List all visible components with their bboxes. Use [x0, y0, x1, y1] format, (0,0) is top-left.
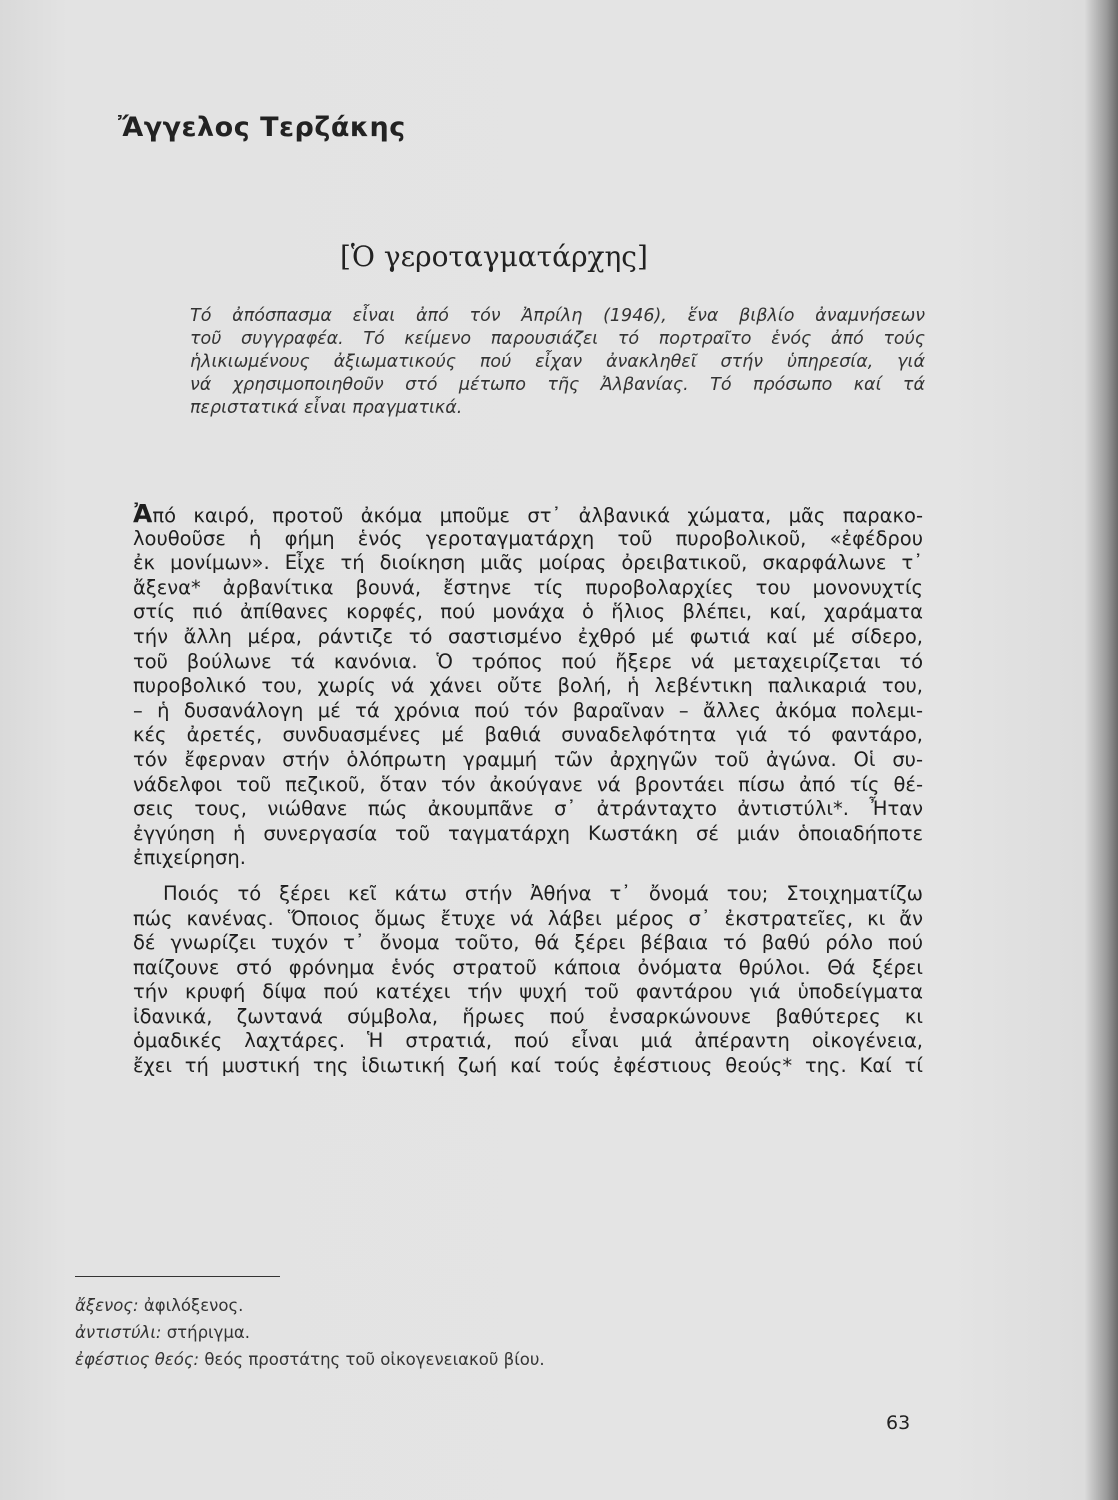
body-line: ἐκ μονίμων». Εἶχε τή διοίκηση μιᾶς μοίρας ὀρειβατικοῦ, σκαρφάλωνε τ᾽ — [133, 551, 923, 575]
body-line: τήν ἄλλη μέρα, ράντιζε τό σαστισμένο ἐχθρό μέ φωτιά καί μέ σίδερο, — [133, 624, 923, 648]
body-line: νάδελφοι τοῦ πεζικοῦ, ὅταν τόν ἀκούγανε νά βροντάει πίσω ἀπό τίς θέ- — [133, 772, 923, 796]
paragraph-1 — [133, 499, 923, 871]
intro-line: νά χρησιμοποιηθοῦν στό μέτωπο τῆς Ἀλβανίας. Τό πρόσωπο καί τά — [190, 375, 925, 395]
drop-cap: Ἀ — [133, 499, 153, 528]
first-line-text: πό καιρό, προτοῦ ἀκόμα μποῦμε στ᾽ ἀλβανικά χώματα, μᾶς παρακο- — [152, 504, 923, 527]
footnote-term: ἀντιστύλι: — [75, 1323, 162, 1342]
chapter-title: [Ὁ γεροταγματάρχης] — [340, 240, 648, 273]
body-line: ἰδανικά, ζωντανά σύμβολα, ἥρωες πού ἐνσαρκώνουνε βαθύτερες κι — [133, 1004, 923, 1028]
body-line: τήν κρυφή δίψα πού κατέχει τήν ψυχή τοῦ φαντάρου γιά ὑποδείγματα — [133, 980, 923, 1004]
body-line: στίς πιό ἀπίθανες κορφές, πού μονάχα ὁ ἥλιος βλέπει, καί, χαράματα — [133, 600, 923, 624]
footnote — [75, 1346, 545, 1373]
body-line: πώς κανένας. Ὅποιος ὅμως ἔτυχε νά λάβει μέρος σ᾽ ἐκστρατεῖες, κι ἄν — [133, 906, 923, 930]
footnote-definition: ἀφιλόξενος. — [143, 1296, 244, 1315]
page-number: 63 — [886, 1412, 911, 1434]
body-line: σεις τους, νιώθανε πώς ἀκουμπᾶνε σ᾽ ἀτράνταχτο ἀντιστύλι*. Ἦταν — [133, 797, 923, 821]
body-line: παίζουνε στό φρόνημα ἑνός στρατοῦ κάποια ὀνόματα θρύλοι. Θά ξέρει — [133, 955, 923, 979]
footnote — [75, 1319, 545, 1346]
footnotes — [75, 1292, 545, 1373]
body-line: τόν ἔφερναν στήν ὁλόπρωτη γραμμή τῶν ἀρχηγῶν τοῦ ἀγώνα. Οἱ συ- — [133, 747, 923, 771]
intro-line: τοῦ συγγραφέα. Τό κείμενο παρουσιάζει τό πορτραῖτο ἑνός ἀπό τούς — [190, 329, 925, 349]
body-line: ἄξενα* ἀρβανίτικα βουνά, ἔστηνε τίς πυροβολαρχίες του μονονυχτίς — [133, 575, 923, 599]
intro-note — [190, 305, 925, 420]
author-name: Ἄγγελος Τερζάκης — [118, 112, 406, 143]
body-text — [133, 499, 923, 1079]
body-line: λουθοῦσε ἡ φήμη ἑνός γεροταγματάρχη τοῦ πυροβολικοῦ, «ἐφέδρου — [133, 526, 923, 550]
body-line: Ποιός τό ξέρει κεῖ κάτω στήν Ἀθήνα τ᾽ ὄνομά του; Στοιχηματίζω — [163, 881, 923, 905]
footnote-term: ἄξενος: — [75, 1296, 139, 1315]
body-line: πυροβολικό του, χωρίς νά χάνει οὔτε βολή, ἡ λεβέντικη παλικαριά του, — [133, 674, 923, 698]
body-line — [133, 499, 923, 528]
body-line: ἔχει τή μυστική της ἰδιωτική ζωή καί τούς ἐφέστιους θεούς* της. Καί τί — [133, 1054, 923, 1078]
footnote-divider — [75, 1276, 280, 1277]
body-line: ἐγγύηση ἡ συνεργασία τοῦ ταγματάρχη Κωστάκη σέ μιάν ὁποιαδήποτε — [133, 821, 923, 845]
footnote-term: ἐφέστιος θεός: — [75, 1350, 200, 1369]
intro-line: ἡλικιωμένους ἀξιωματικούς πού εἶχαν ἀνακληθεῖ στήν ὑπηρεσία, γιά — [190, 352, 925, 372]
footnote — [75, 1292, 545, 1319]
body-line: κές ἀρετές, συνδυασμένες μέ βαθιά συναδελφότητα γιά τό φαντάρο, — [133, 723, 923, 747]
body-line: – ἡ δυσανάλογη μέ τά χρόνια πού τόν βαραῖναν – ἄλλες ἀκόμα πολεμι- — [133, 698, 923, 722]
footnote-definition: θεός προστάτης τοῦ οἰκογενειακοῦ βίου. — [204, 1350, 545, 1369]
paragraph-2 — [133, 882, 923, 1079]
body-line: δέ γνωρίζει τυχόν τ᾽ ὄνομα τοῦτο, θά ξέρει βέβαια τό βαθύ ρόλο πού — [133, 931, 923, 955]
body-line: ὁμαδικές λαχτάρες. Ἡ στρατιά, πού εἶναι μιά ἀπέραντη οἰκογένεια, — [133, 1029, 923, 1053]
footnote-definition: στήριγμα. — [166, 1323, 251, 1342]
body-line: ἐπιχείρηση. — [133, 846, 246, 870]
intro-line: περιστατικά εἶναι πραγματικά. — [190, 398, 463, 418]
intro-line: Τό ἀπόσπασμα εἶναι ἀπό τόν Ἀπρίλη (1946), ἕνα βιβλίο ἀναμνήσεων — [190, 306, 925, 326]
body-line: τοῦ βούλωνε τά κανόνια. Ὁ τρόπος πού ἤξερε νά μεταχειρίζεται τό — [133, 649, 923, 673]
